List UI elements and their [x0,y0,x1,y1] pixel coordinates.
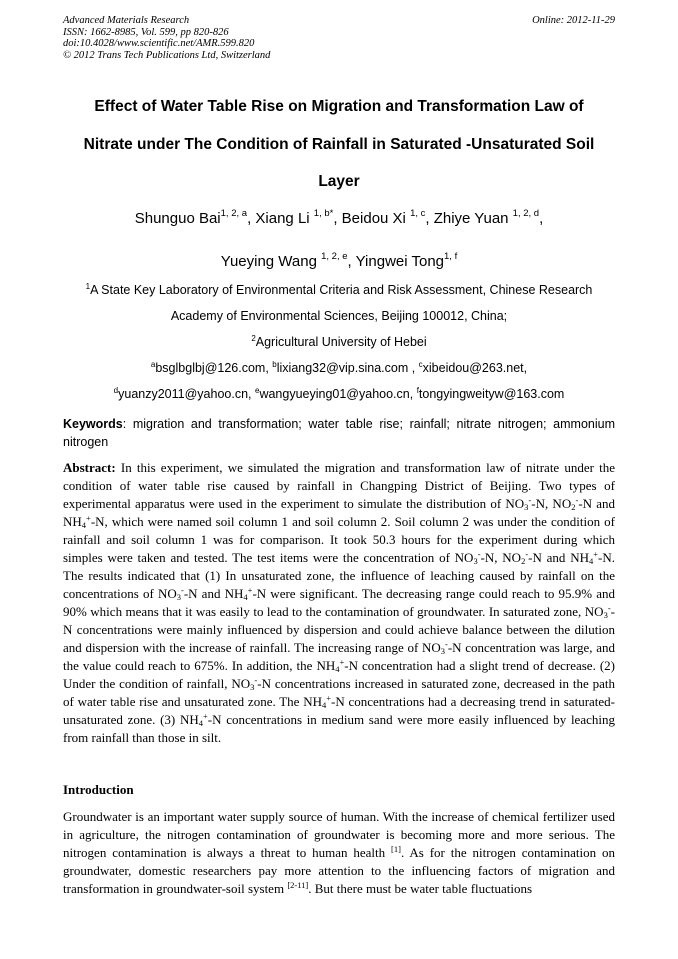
email: yuanzy2011@yahoo.cn, [118,387,255,401]
separator: , [333,210,342,227]
chem-superscript: - [254,675,258,685]
intro-text: . But there must be water table fluctuations [308,881,533,896]
chem-superscript: + [247,585,253,595]
email-mark: c [418,360,423,369]
abstract-text: -N concentrations increased in saturated zone, decreased in the path of water table rise and unsaturated zone. The NH [63,676,615,709]
author-line-1 [63,197,615,240]
author-affil-mark: 1, c [410,208,426,219]
email: bsglbglbj@126.com, [155,361,273,375]
chem-subscript: 4 [243,592,248,602]
keywords-paragraph [63,415,615,451]
affil-text: Agricultural University of Hebei [255,335,427,349]
abstract-text: -N concentration was large, and the value could reach to 675%. In addition, the NH [63,640,615,673]
online-date: Online: 2012-11-29 [532,15,615,26]
intro-text: Groundwater is an important water supply source of human. With the increase of chemical fertilizer used in agriculture, the nitrogen contamination of groundwater is becoming more and more serious. The nitrogen contamination is always a threat to human health [63,809,615,860]
chem-superscript: - [180,585,184,595]
doi-line: doi:10.4028/www.scientific.net/AMR.599.820 [63,38,255,49]
chem-superscript: - [477,549,481,559]
email-mark: f [416,386,419,395]
chem-subscript: 2 [521,556,526,566]
author-name: Zhiye Yuan [433,210,513,227]
abstract-text: -N concentrations had a decreasing trend in saturated-unsaturated zone. (3) NH [63,694,616,727]
chem-subscript: 3 [440,646,445,656]
email: tongyingweityw@163.com [418,387,565,401]
abstract-text: -N, which were named soil column 1 and soil column 2. Soil column 2 was under the condition of rainfall and soil column 1 was for comparison. It took 50.3 hours for the experiment during which simples were taken and tested. The test items were the concentration of NO [63,514,615,565]
author-list [63,197,615,283]
copyright-line: © 2012 Trans Tech Publications Ltd, Switzerland [63,49,271,61]
chem-subscript: 4 [588,556,594,566]
paper-title [63,88,615,201]
separator: , [247,210,256,227]
chem-superscript: + [326,693,332,703]
chem-subscript: 3 [603,610,608,620]
abstract-text: -N, NO [531,496,572,511]
author-affil-mark: 1, f [444,251,458,262]
keywords-label: Keywords [63,417,123,431]
keywords-text: : migration and transformation; water table rise; rainfall; nitrate nitrogen; ammonium nitrogen [63,417,615,449]
author-name: Yueying Wang [220,253,322,270]
abstract-label: Abstract: [63,460,116,475]
abstract-text: -N, NO [480,550,522,565]
author-affil-mark: 1, b* [313,208,334,219]
affil-text: A State Key Laboratory of Environmental Criteria and Risk Assessment, Chinese Research [90,283,593,297]
title-line-3: Layer [318,173,360,190]
chem-subscript: 4 [335,664,340,674]
chem-superscript: - [607,603,611,613]
chem-subscript: 2 [571,502,576,512]
introduction-heading: Introduction [63,782,134,797]
abstract-text: In this experiment, we simulated the migration and transformation law of nitrate under the condition of water table rise caused by rainfall in Changping District of Beijing. Two types of experimental apparatus were used in the experiment to simulate the distribution of NO [63,460,615,511]
issn-line: ISSN: 1662-8985, Vol. 599, pp 820-826 [63,26,229,38]
citation-ref[interactable]: [2-11] [287,880,309,890]
chem-subscript: 4 [81,520,87,530]
intro-text: . As for the nitrogen contamination on groundwater, domestic researchers pay more attention to the influencing factors of migration and transformation in groundwater-soil system [63,845,615,896]
journal-name: Advanced Materials Research [63,15,190,26]
abstract-text: -N concentrations in medium sand were more easily influenced by leaching from rainfall than those in silt. [63,712,615,745]
affiliation-2 [63,329,615,355]
affiliation-1-line-2: Academy of Environmental Sciences, Beijing 100012, China; [170,309,508,323]
chem-subscript: 3 [524,502,529,512]
chem-superscript: - [528,495,532,505]
email: lixiang32@vip.sina.com , [276,361,419,375]
author-name: Yingwei Tong [355,253,445,270]
abstract-text: -N were significant. The decreasing range could reach to 95.9% and 90% which means that it was easily to lead to the contamination of groundwater. In saturated zone, NO [63,586,615,619]
author-name: Beidou Xi [341,210,411,227]
affiliations [63,277,615,407]
journal-header [63,15,270,61]
introduction-paragraph [63,808,615,898]
chem-superscript: - [575,495,579,505]
title-line-1: Effect of Water Table Rise on Migration and Transformation Law of [94,98,584,115]
abstract-text: -N concentrations were mainly influenced by dispersion and could achieve balance between the dilution and dispersion with the increase of rainfall. The increasing range of NO [63,604,615,655]
title-line-2: Nitrate under The Condition of Rainfall in Saturated -Unsaturated Soil [83,135,595,153]
chem-subscript: 4 [321,700,327,710]
chem-superscript: + [339,657,345,667]
chem-superscript: - [525,549,529,559]
abstract-text: -N. The results indicated that (1) In unsaturated zone, the influence of leaching caused by rainfall on the concentrations of NO [63,550,615,601]
affil-mark: 1 [85,282,91,291]
chem-subscript: 3 [250,682,255,692]
chem-superscript: + [86,513,91,523]
author-affil-mark: 1, 2, e [321,251,348,262]
abstract-text: -N and NH [528,550,589,565]
email: xibeidou@263.net, [422,361,528,375]
affiliation-1-line-1 [63,277,615,303]
separator: , [539,210,544,227]
author-affil-mark: 1, 2, d [512,208,540,219]
email-mark: d [113,386,119,395]
abstract-text: -N and NH [183,586,244,601]
email-mark: a [150,360,156,369]
emails-line-1 [63,355,615,381]
email-mark: b [272,360,277,369]
chem-subscript: 3 [176,592,181,602]
author-name: Xiang Li [255,210,314,227]
chem-superscript: - [444,639,448,649]
affil-mark: 2 [251,334,256,343]
citation-ref[interactable]: [1] [391,844,401,854]
chem-superscript: + [593,549,599,559]
author-affil-mark: 1, 2, a [220,208,248,219]
chem-subscript: 4 [198,718,203,728]
abstract-text: -N concentration had a slight trend of decrease. (2) Under the condition of rainfall, NO [63,658,615,691]
abstract-text: -N and NH [63,496,615,529]
chem-superscript: + [202,711,208,721]
email-mark: e [254,386,260,395]
abstract-paragraph [63,459,615,747]
separator: , [425,210,434,227]
email: wangyueying01@yahoo.cn, [259,387,417,401]
author-name: Shunguo Bai [134,210,221,227]
emails-line-2 [63,381,615,407]
chem-subscript: 3 [473,556,478,566]
separator: , [347,253,356,270]
